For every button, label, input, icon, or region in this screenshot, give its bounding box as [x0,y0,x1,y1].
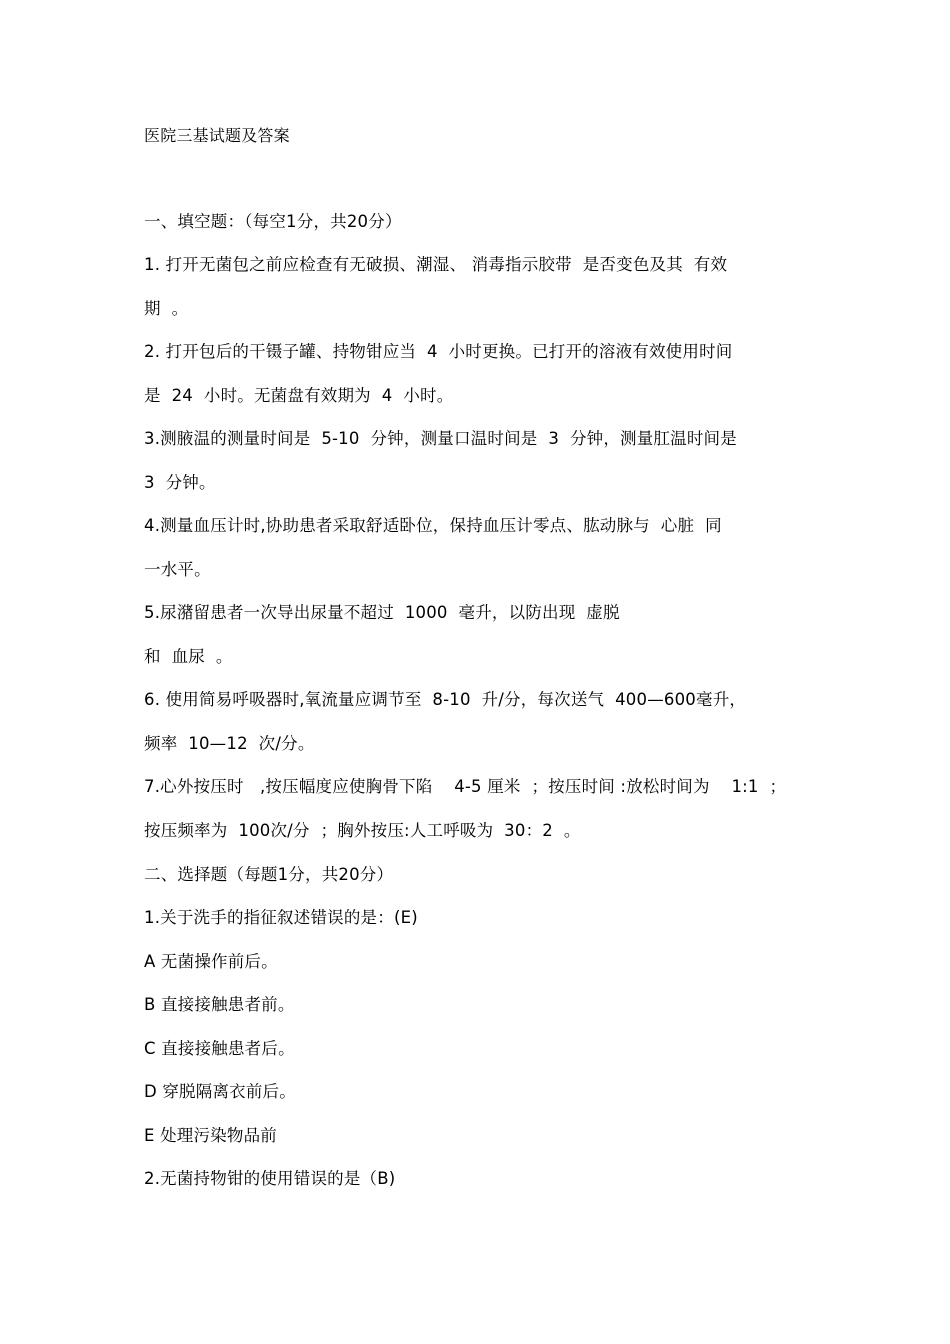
mc-question-1-option-a: A 无菌操作前后。 [144,952,278,971]
question-6-line-2: 频率 10—12 次/分。 [144,734,315,753]
section-heading-fill-in: 一、填空题：（每空1分，共20分） [144,212,402,231]
mc-question-1-option-d: D 穿脱隔离衣前后。 [144,1082,296,1101]
question-5-line-2: 和 血尿 。 [144,647,233,666]
question-3-line-1: 3.测腋温的测量时间是 5-10 分钟，测量口温时间是 3 分钟，测量肛温时间是 [144,429,737,448]
question-4-line-1: 4.测量血压计时,协助患者采取舒适卧位，保持血压计零点、肱动脉与 心脏 同 [144,516,722,535]
question-2-line-2: 是 24 小时。无菌盘有效期为 4 小时。 [144,386,454,405]
question-1-line-2: 期 。 [144,299,189,318]
mc-question-1-option-e: E 处理污染物品前 [144,1126,277,1145]
document-title: 医院三基试题及答案 [144,126,290,145]
question-7-line-1: 7.心外按压时 ,按压幅度应使胸骨下陷 4-5 厘米 ；按压时间 :放松时间为 1:1 ； [144,777,787,796]
question-7-line-2: 按压频率为 100次/分 ；胸外按压:人工呼吸为 30：2 。 [144,821,581,840]
question-1-line-1: 1. 打开无菌包之前应检查有无破损、潮湿、 消毒指示胶带 是否变色及其 有效 [144,255,728,274]
section-heading-multiple-choice: 二、选择题（每题1分，共20分） [144,865,394,884]
question-6-line-1: 6. 使用简易呼吸器时,氧流量应调节至 8-10 升/分，每次送气 400—600毫升， [144,690,747,709]
question-3-line-2: 3 分钟。 [144,473,216,492]
mc-question-2: 2.无菌持物钳的使用错误的是（B) [144,1169,396,1188]
mc-question-1: 1.关于洗手的指征叙述错误的是：(E) [144,908,418,927]
question-5-line-1: 5.尿潴留患者一次导出尿量不超过 1000 毫升，以防出现 虚脱 [144,603,620,622]
mc-question-1-option-b: B 直接接触患者前。 [144,995,295,1014]
mc-question-1-option-c: C 直接接触患者后。 [144,1039,295,1058]
question-4-line-2: 一水平。 [144,560,211,579]
question-2-line-1: 2. 打开包后的干镊子罐、持物钳应当 4 小时更换。已打开的溶液有效使用时间 [144,342,733,361]
